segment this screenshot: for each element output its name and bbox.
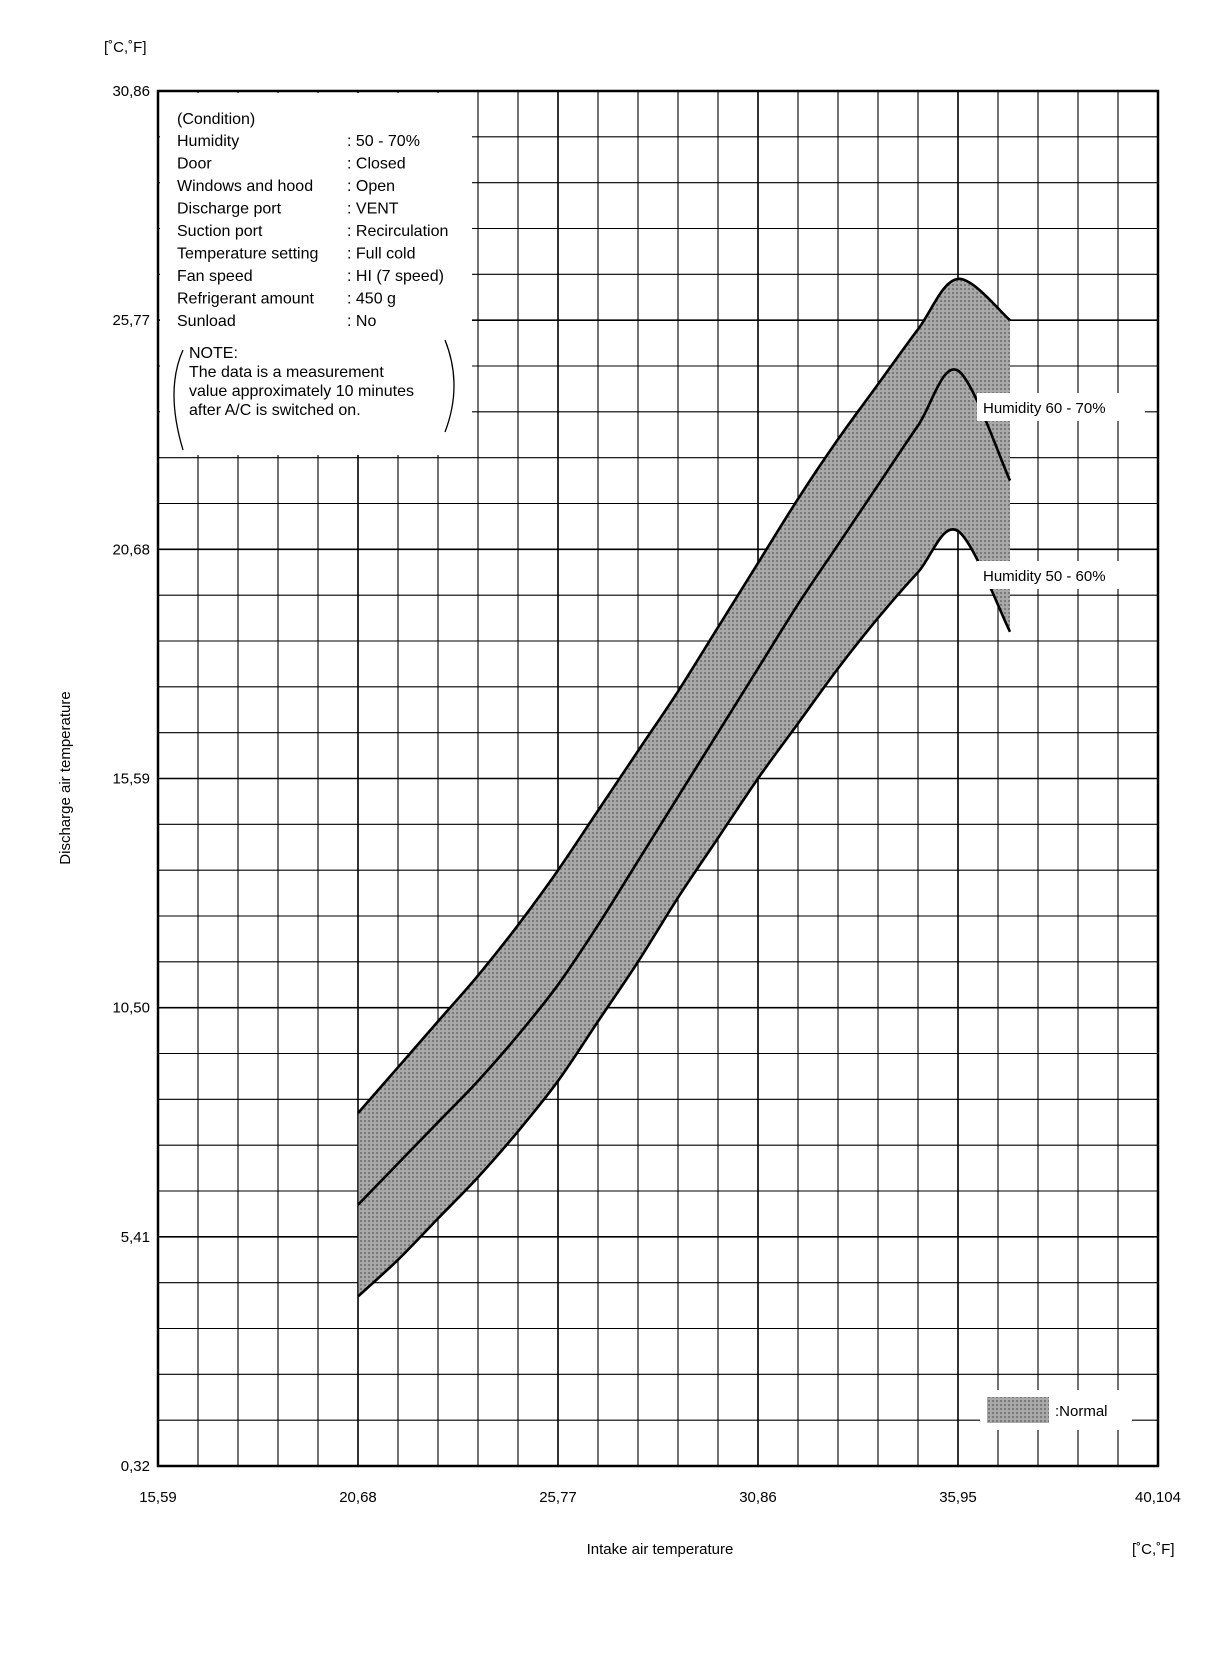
condition-value: : HI (7 speed) xyxy=(347,268,444,285)
x-tick-label: 40,104 xyxy=(1135,1489,1181,1506)
condition-value: : No xyxy=(347,313,377,330)
x-tick-label: 20,68 xyxy=(339,1489,377,1506)
condition-value: : 50 - 70% xyxy=(347,133,420,150)
y-tick-label: 5,41 xyxy=(120,1228,150,1246)
legend xyxy=(980,1390,1132,1430)
y-tick-label: 10,50 xyxy=(112,999,150,1017)
conditions-box xyxy=(160,93,472,455)
condition-label: Door xyxy=(177,155,212,173)
condition-label: Discharge port xyxy=(177,200,282,218)
note-line: The data is a measurement xyxy=(189,364,384,381)
legend-label: :Normal xyxy=(1055,1403,1108,1420)
y-axis-title: Discharge air temperature xyxy=(57,691,74,865)
legend-swatch xyxy=(987,1397,1049,1423)
condition-label: Fan speed xyxy=(177,268,253,285)
y-tick-label: 25,77 xyxy=(112,312,150,330)
condition-value: : 450 g xyxy=(347,290,396,308)
x-tick-label: 35,95 xyxy=(939,1489,977,1506)
x-unit-label: [˚C,˚F] xyxy=(1132,1541,1175,1558)
condition-label: Humidity xyxy=(177,133,240,150)
x-tick-label: 25,77 xyxy=(539,1489,577,1506)
condition-value: : Recirculation xyxy=(347,223,449,240)
condition-label: Refrigerant amount xyxy=(177,290,314,308)
y-tick-label: 15,59 xyxy=(112,770,150,788)
note-line: NOTE: xyxy=(189,345,238,362)
x-tick-label: 15,59 xyxy=(139,1489,177,1506)
condition-label: Windows and hood xyxy=(177,178,314,195)
y-unit-label: [˚C,˚F] xyxy=(104,39,147,56)
y-tick-label: 30,86 xyxy=(112,83,150,100)
y-tick-label: 20,68 xyxy=(112,541,150,559)
label-humidity-50-60: Humidity 50 - 60% xyxy=(983,568,1106,585)
condition-value: : Full cold xyxy=(347,245,416,263)
condition-label: Sunload xyxy=(177,313,236,330)
condition-value: : Closed xyxy=(347,155,406,173)
condition-label: Temperature setting xyxy=(177,245,319,263)
x-axis-title: Intake air temperature xyxy=(586,1541,734,1558)
note-line: value approximately 10 minutes xyxy=(189,383,415,400)
condition-label: Suction port xyxy=(177,223,263,240)
condition-value: : Open xyxy=(347,178,396,195)
note-line: after A/C is switched on. xyxy=(189,402,361,419)
conditions-title: (Condition) xyxy=(177,111,256,128)
y-tick-label: 0,32 xyxy=(120,1458,150,1475)
x-tick-label: 30,86 xyxy=(739,1489,777,1506)
label-humidity-60-70: Humidity 60 - 70% xyxy=(983,400,1106,417)
condition-value: : VENT xyxy=(347,200,399,218)
